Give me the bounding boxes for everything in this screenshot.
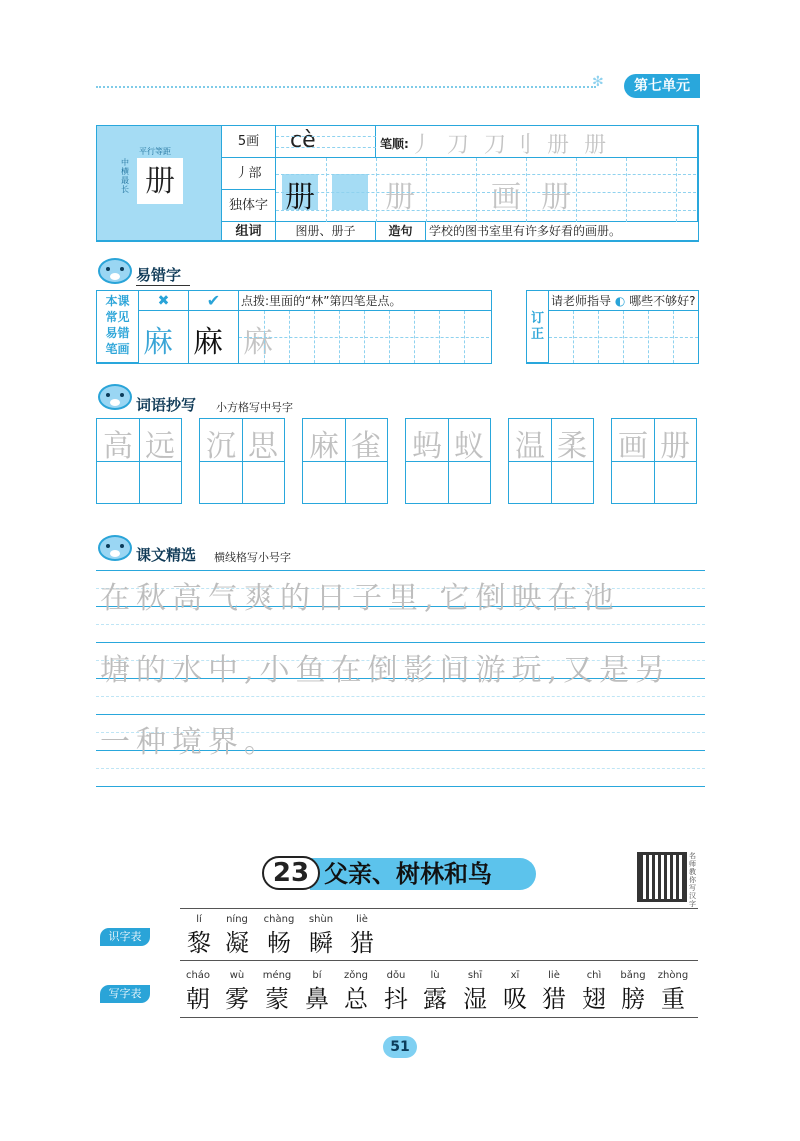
write-char: lù 露 [423,970,447,1013]
qr-label: 名师教你写汉字 [689,852,696,908]
write-char: chì 翅 [582,970,606,1013]
practice-char-4: 册 [541,180,571,215]
word-box-2[interactable]: 沉 思 [199,418,285,504]
snowflake-icon: ✻ [592,74,604,90]
write-char: bǎng 膀 [620,970,646,1013]
passage-title: 课文精选 [136,546,197,564]
sentence-label: 造句 [376,222,426,241]
structure: 独体字 [222,190,276,222]
word-box-6[interactable]: 画 册 [611,418,697,504]
correction-table [526,290,699,364]
header-dotted-line [96,86,596,88]
tip-1: 平行等距 [139,147,171,156]
read-char: lí 黎 [187,914,211,957]
right-char: 麻 [193,325,223,360]
write-char: shī 湿 [463,970,487,1013]
stroke-order-label: 笔顺: [380,137,409,151]
page-number: 51 [383,1036,417,1058]
practice-char-1: 册 [285,180,315,215]
teacher-hint: 请老师指导 [551,294,612,308]
write-char: zǒng 总 [343,970,369,1013]
read-char: liè 猎 [350,914,374,957]
lesson-number: 23 [262,856,320,890]
word-box-4[interactable]: 蚂 蚁 [405,418,491,504]
read-char: chàng 畅 [263,914,295,957]
cat-mascot-icon [98,384,132,410]
correction-label: 订正 [527,291,549,363]
word-box-1[interactable]: 高 远 [96,418,182,504]
correction-grid[interactable] [549,311,698,363]
read-chars-tag: 识字表 [100,928,150,946]
pinyin: cè [290,128,316,153]
stroke-2: 刀 [447,133,474,158]
tip-2: 中横最长 [121,158,129,194]
word-box-3[interactable]: 麻 雀 [302,418,388,504]
mistake-table [96,290,492,364]
read-char: níng 凝 [225,914,249,957]
trace-char: 麻 [243,325,273,360]
wrong-char: 麻 [143,325,173,360]
teacher-question: 哪些不够好? [629,294,696,308]
write-char: cháo 朝 [185,970,211,1013]
wrong-icon: ✖ [139,291,189,311]
write-char: bí 鼻 [305,970,329,1013]
char-box [137,158,183,204]
stroke-order-cell [376,126,698,158]
write-char: dǒu 抖 [384,970,408,1013]
check-icon: ✔ [189,291,239,311]
panda-mascot-icon [98,535,132,561]
mistake-side-label: 本课 常见 易错 笔画 [97,291,139,363]
passage-line-2: 塘的水中,小鱼在倒影间游玩,又是另 [100,653,672,688]
pinyin-cell [276,126,376,158]
write-char: liè 猎 [542,970,566,1013]
unit-tab: 第七单元 [624,74,700,98]
words: 图册、册子 [276,222,376,241]
stroke-4: 册 [547,133,574,158]
char-card [96,125,699,242]
pig-mascot-icon [98,258,132,284]
passage-line-1: 在秋高气爽的日子里,它倒映在池 [100,581,620,616]
mistake-title: 易错字 [136,266,182,284]
copy-words-title: 词语抄写 [136,396,197,414]
stroke-1: 丿 [410,133,437,158]
bulb-icon: ◐ [614,294,626,308]
read-char: shùn 瞬 [308,914,334,957]
practice-grid[interactable] [276,158,698,222]
qr-code-icon[interactable] [637,852,687,902]
word-box-5[interactable]: 温 柔 [508,418,594,504]
copy-words-subtitle: 小方格写中号字 [216,401,293,414]
word-label: 组词 [222,222,276,241]
main-char: 册 [145,164,175,199]
char-feature-box [97,126,222,241]
write-chars-tag: 写字表 [100,985,150,1003]
sentence: 学校的图书室里有许多好看的画册。 [426,222,698,241]
write-char: zhòng 重 [657,970,689,1013]
stroke-count: 5画 [222,126,276,158]
write-char: méng 蒙 [262,970,292,1013]
write-char: xī 吸 [503,970,527,1013]
practice-char-2: 册 [385,180,415,215]
teacher-hint-cell [549,291,698,311]
stroke-5: 册 [584,133,611,158]
stroke-3: 刀刂 [484,133,537,158]
mistake-practice[interactable] [139,311,491,363]
write-char: wù 雾 [225,970,249,1013]
passage-subtitle: 横线格写小号字 [214,551,291,564]
mistake-hint: 点拨:里面的“林”第四笔是点。 [239,291,491,311]
practice-char-3: 画 [491,180,521,215]
lesson-title: 父亲、树林和鸟 [324,860,492,888]
passage-line-3: 一种境界。 [100,725,280,760]
radical: 丿部 [222,158,276,190]
